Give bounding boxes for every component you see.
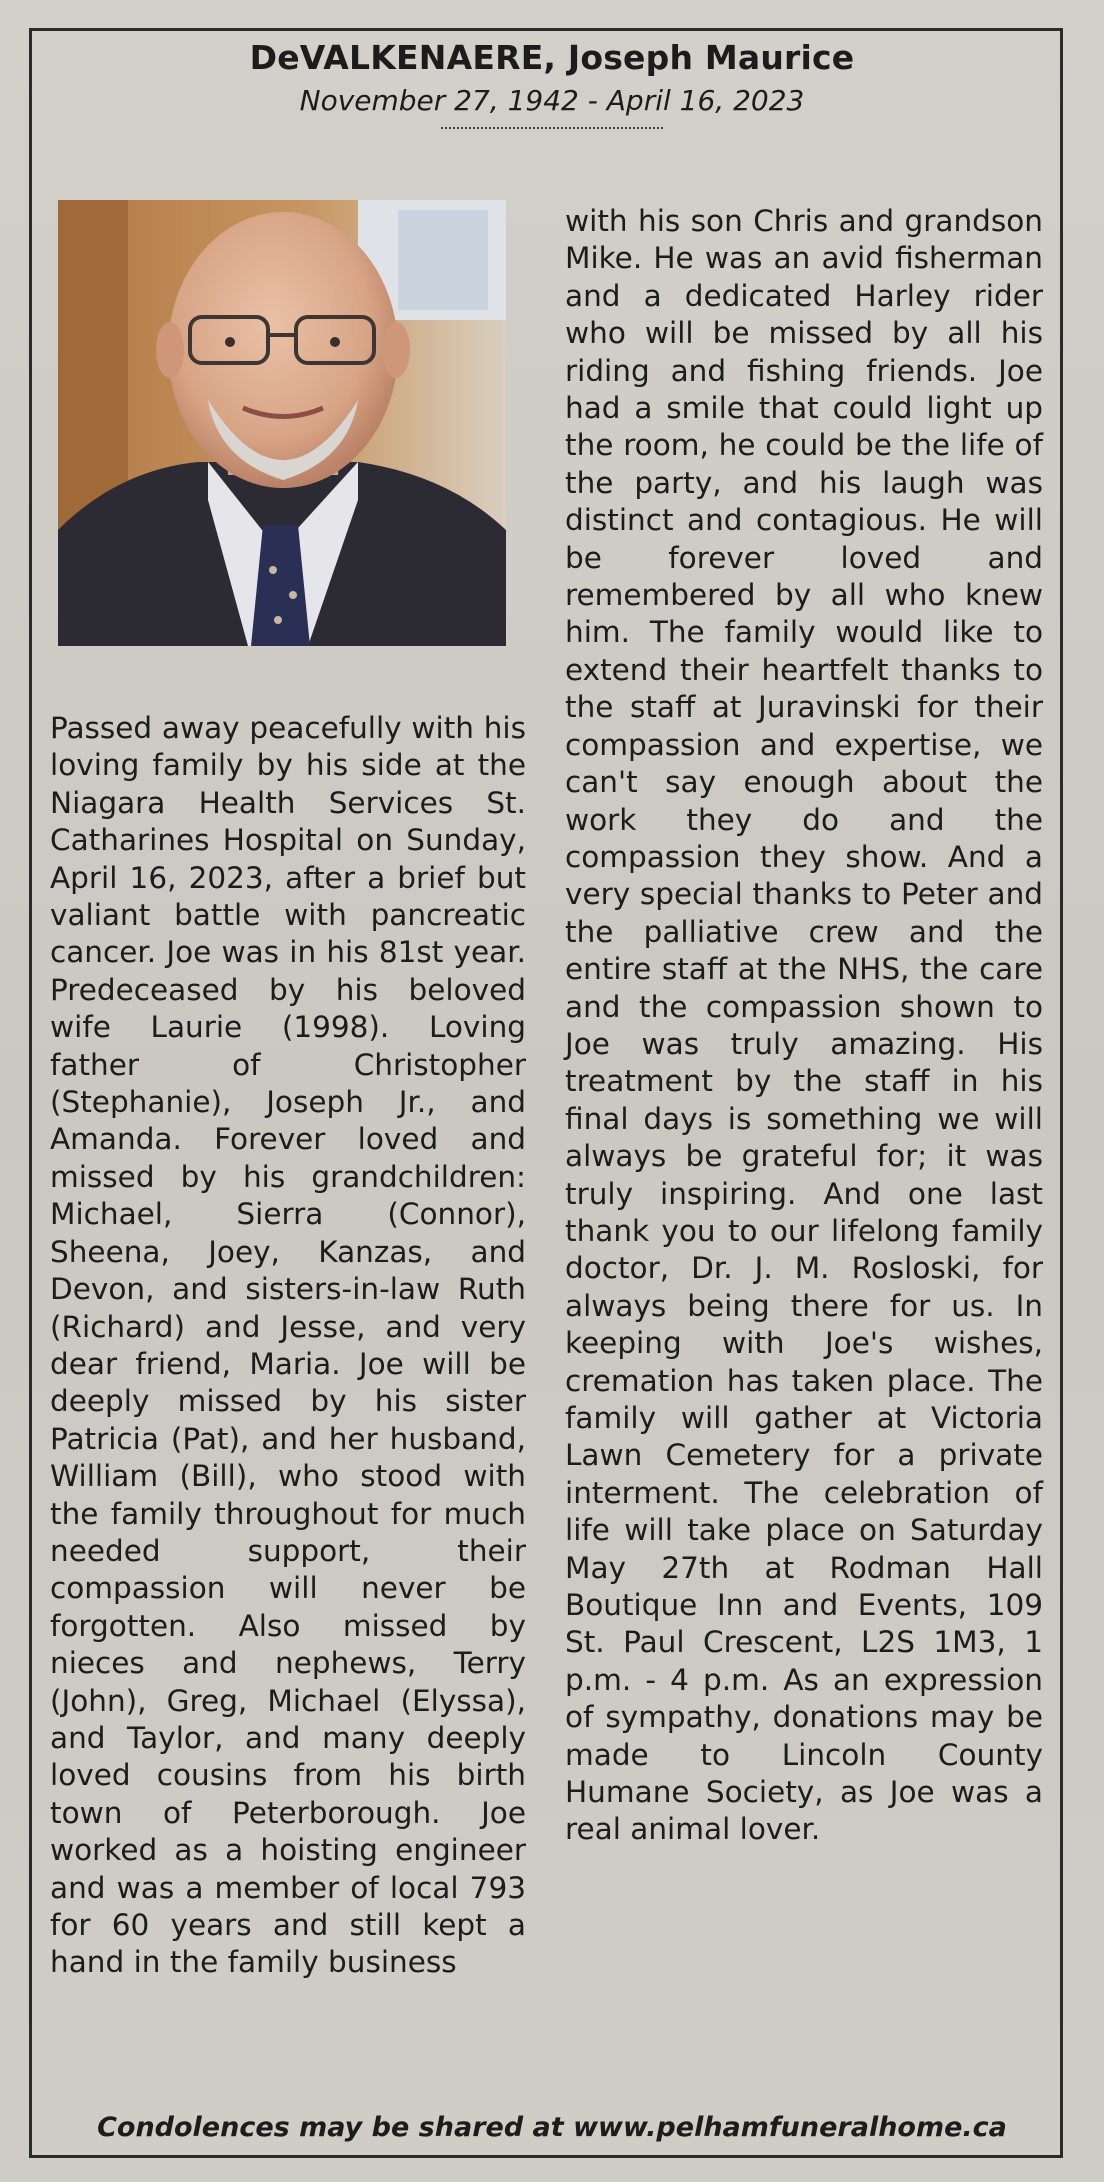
obituary-text-left-column: Passed away peacefully with his loving family by his side at the Niagara Health Services St. Catharines Hospital on Sunday, April 16, 2023, after a brief but valiant battle with pancreatic cancer. Joe was in his 81st year. Predeceased by his beloved wife Laurie (1998). Loving father of Christopher (Stephanie), Joseph Jr., and Amanda. Forever loved and missed by his grandchildren: Michael, Sierra (Connor), Sheena, Joey, Kanzas, and Devon, and sisters-in-law Ruth (Richard) and Jesse, and very dear friend, Maria. Joe will be deeply missed by his sister Patricia (Pat), and her husband, William (Bill), who stood with the family throughout for much needed support, their compassion will never be forgotten. Also missed by nieces and nephews, Terry (John), Greg, Michael (Elyssa), and Taylor, and many deeply loved cousins from his birth town of Peterborough. Joe worked as a hoisting engineer and was a member of local 793 for 60 years and still kept a hand in the family business xyxy=(50,711,526,1980)
portrait-photo xyxy=(58,200,506,646)
divider xyxy=(441,127,663,129)
deceased-name: DeVALKENAERE, Joseph Maurice xyxy=(249,38,855,77)
obituary-text-right-column: with his son Chris and grandson Mike. He was an avid fisherman and a dedicated Harley rider who will be missed by all his riding and fishing friends. Joe had a smile that could light up the room, he could be the life of the party, and his laugh was distinct and contagious. He will be forever loved and remembered by all who knew him. The family would like to extend their heartfelt thanks to the staff at Juravinski for their compassion and expertise, we can't say enough about the work they do and the compassion they show. And a very special thanks to Peter and the palliative crew and the entire staff at the NHS, the care and the compassion shown to Joe was truly amazing. His treatment by the staff in his final days is something we will always be grateful for; it was truly inspiring. And one last thank you to our lifelong family doctor, Dr. J. M. Rosloski, for always being there for us. In keeping with Joe's wishes, cremation has taken place. The family will gather at Victoria Lawn Cemetery for a private interment. The celebration of life will take place on Saturday May 27th at Rodman Hall Boutique Inn and Events, 109 St. Paul Crescent, L2S 1M3, 1 p.m. - 4 p.m. As an expression of sympathy, donations may be made to Lincoln County Humane Society, as Joe was a real animal lover. xyxy=(565,204,1043,1847)
condolences-line: Condolences may be shared at www.pelhamfuneralhome.ca xyxy=(97,2112,1007,2143)
life-dates: November 27, 1942 - April 16, 2023 xyxy=(299,84,805,117)
